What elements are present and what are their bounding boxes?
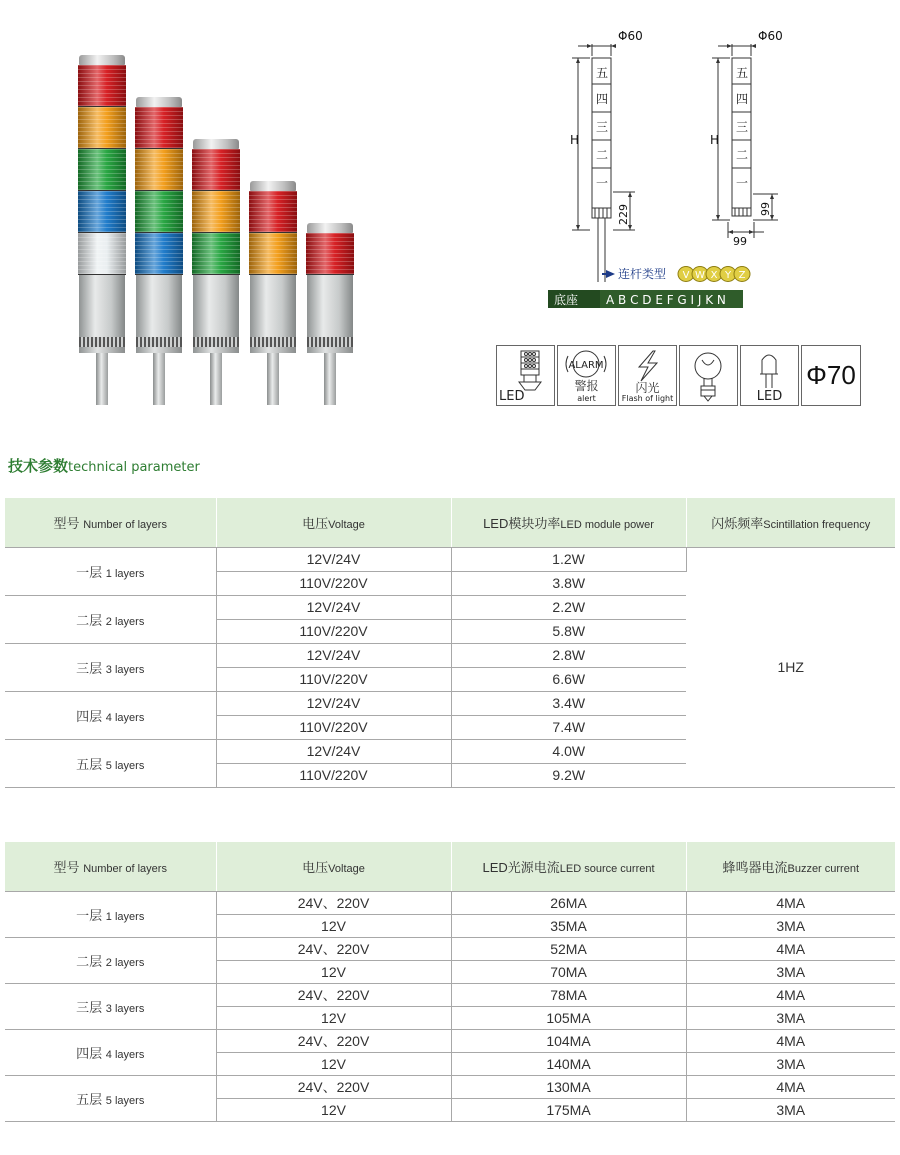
power-cell: 7.4W (451, 715, 686, 739)
tower-1-layer (306, 223, 354, 405)
tower-3-layers (192, 139, 240, 405)
voltage-cell: 12V (216, 914, 451, 937)
voltage-cell: 110V/220V (216, 571, 451, 595)
voltage-cell: 12V (216, 1098, 451, 1121)
tier-label-3-right: 三 (736, 120, 749, 134)
table-row (5, 1075, 895, 1098)
buzzer-current-cell: 4MA (686, 1075, 895, 1098)
buzzer-current-cell: 4MA (686, 937, 895, 960)
table-row (5, 547, 895, 571)
led-current-cell: 175MA (451, 1098, 686, 1121)
tower-5-layers (78, 55, 126, 405)
buzzer-current-cell: 4MA (686, 1029, 895, 1052)
tier-label-2-left: 二 (596, 148, 609, 162)
table1-header-frequency: 闪烁频率Scintillation frequency (686, 498, 895, 547)
base-types: A B C D E F G I J K N (606, 293, 726, 307)
layer-cell: 三层 3 layers (5, 983, 216, 1029)
alarm-word: ALARM (568, 360, 604, 371)
feature-icons (496, 345, 861, 406)
led-current-cell: 52MA (451, 937, 686, 960)
frequency-cell: 1HZ (686, 547, 895, 787)
rod-type-label: 连杆类型 (618, 267, 667, 281)
led-current-cell: 105MA (451, 1006, 686, 1029)
rod-type-v: V (682, 270, 690, 281)
tier-label-2-right: 二 (736, 148, 749, 162)
dimension-drawing (540, 20, 820, 315)
voltage-cell: 12V/24V (216, 691, 451, 715)
alarm-sub-label: alert (577, 394, 596, 403)
voltage-cell: 24V、220V (216, 1029, 451, 1052)
phi-right-label: Φ60 (758, 29, 783, 43)
table1-header-power: LED模块功率LED module power (451, 498, 686, 547)
table2-header-voltage: 电压Voltage (216, 842, 451, 891)
voltage-cell: 110V/220V (216, 763, 451, 787)
table2-header-led-current: LED光源电流LED source current (451, 842, 686, 891)
led-current-cell: 70MA (451, 960, 686, 983)
voltage-cell: 12V/24V (216, 643, 451, 667)
rod-type-z: Z (738, 270, 746, 281)
voltage-cell: 24V、220V (216, 937, 451, 960)
led-current-cell: 78MA (451, 983, 686, 1006)
voltage-cell: 24V、220V (216, 983, 451, 1006)
dim-99-vertical-label: 99 (759, 202, 772, 216)
buzzer-current-cell: 3MA (686, 914, 895, 937)
alarm-label: 警报 (574, 379, 599, 393)
table-row (5, 1029, 895, 1052)
power-cell: 3.8W (451, 571, 686, 595)
table1-header-row (5, 498, 895, 547)
diameter-label: Φ70 (806, 360, 856, 390)
power-cell: 2.2W (451, 595, 686, 619)
layer-cell: 五层 5 layers (5, 1075, 216, 1121)
tier-label-5-left: 五 (596, 66, 609, 80)
buzzer-current-cell: 3MA (686, 1098, 895, 1121)
voltage-cell: 110V/220V (216, 667, 451, 691)
power-cell: 3.4W (451, 691, 686, 715)
voltage-cell: 12V/24V (216, 739, 451, 763)
layer-cell: 一层 1 layers (5, 547, 216, 595)
product-photo-tower-lights (60, 20, 380, 405)
dim-99-horizontal-label: 99 (733, 235, 747, 248)
flash-label: 闪光 (635, 381, 660, 395)
power-cell: 1.2W (451, 547, 686, 571)
buzzer-current-cell: 4MA (686, 891, 895, 914)
tier-label-3-left: 三 (596, 120, 609, 134)
table1-header-layers: 型号 Number of layers (5, 498, 216, 547)
power-cell: 9.2W (451, 763, 686, 787)
rod-type-w: W (695, 270, 705, 281)
buzzer-current-cell: 3MA (686, 1052, 895, 1075)
layer-cell: 五层 5 layers (5, 739, 216, 787)
flash-icon (618, 345, 677, 406)
voltage-cell: 12V (216, 960, 451, 983)
buzzer-current-cell: 3MA (686, 960, 895, 983)
led-module-label: LED (499, 389, 525, 404)
led-current-cell: 140MA (451, 1052, 686, 1075)
h-label-left: H (570, 133, 580, 147)
table-row (5, 937, 895, 960)
layer-cell: 二层 2 layers (5, 937, 216, 983)
voltage-cell: 110V/220V (216, 619, 451, 643)
flash-sub-label: Flash of light (621, 394, 674, 403)
layer-cell: 一层 1 layers (5, 891, 216, 937)
voltage-cell: 12V/24V (216, 547, 451, 571)
current-table (5, 842, 895, 1122)
heading-en: technical parameter (68, 460, 200, 475)
table2-header-layers: 型号 Number of layers (5, 842, 216, 891)
power-cell: 4.0W (451, 739, 686, 763)
alarm-icon (557, 345, 616, 406)
base-label: 底座 (554, 293, 579, 307)
voltage-cell: 110V/220V (216, 715, 451, 739)
led-current-cell: 130MA (451, 1075, 686, 1098)
power-cell: 5.8W (451, 619, 686, 643)
tier-label-4-right: 四 (736, 92, 749, 106)
tower-2-layers (249, 181, 297, 405)
rod-type-y: Y (724, 270, 732, 281)
heading-zh: 技术参数 (8, 457, 69, 475)
section-heading (8, 455, 200, 476)
tier-label-4-left: 四 (596, 92, 609, 106)
bulb-icon (679, 345, 738, 406)
buzzer-current-cell: 4MA (686, 983, 895, 1006)
voltage-cell: 24V、220V (216, 1075, 451, 1098)
led-current-cell: 26MA (451, 891, 686, 914)
tier-label-5-right: 五 (736, 66, 749, 80)
diameter-icon (801, 345, 861, 406)
table2-header-buzzer-current: 蜂鸣器电流Buzzer current (686, 842, 895, 891)
led-current-cell: 104MA (451, 1029, 686, 1052)
power-frequency-table (5, 498, 895, 788)
voltage-cell: 24V、220V (216, 891, 451, 914)
buzzer-current-cell: 3MA (686, 1006, 895, 1029)
tier-label-1-right: 一 (736, 176, 749, 190)
led-current-cell: 35MA (451, 914, 686, 937)
table2-header-row (5, 842, 895, 891)
table1-header-voltage: 电压Voltage (216, 498, 451, 547)
power-cell: 2.8W (451, 643, 686, 667)
led-icon (740, 345, 799, 406)
h-label-right: H (710, 133, 720, 147)
tower-4-layers (135, 97, 183, 405)
layer-cell: 二层 2 layers (5, 595, 216, 643)
tier-label-1-left: 一 (596, 176, 609, 190)
led-module-icon (496, 345, 555, 406)
layer-cell: 四层 4 layers (5, 691, 216, 739)
rod-type-x: X (710, 270, 718, 281)
power-cell: 6.6W (451, 667, 686, 691)
voltage-cell: 12V (216, 1052, 451, 1075)
voltage-cell: 12V (216, 1006, 451, 1029)
phi-left-label: Φ60 (618, 29, 643, 43)
table-row (5, 891, 895, 914)
table-row (5, 983, 895, 1006)
dim-229-label: 229 (617, 204, 630, 225)
voltage-cell: 12V/24V (216, 595, 451, 619)
led-label: LED (756, 389, 783, 404)
layer-cell: 四层 4 layers (5, 1029, 216, 1075)
layer-cell: 三层 3 layers (5, 643, 216, 691)
